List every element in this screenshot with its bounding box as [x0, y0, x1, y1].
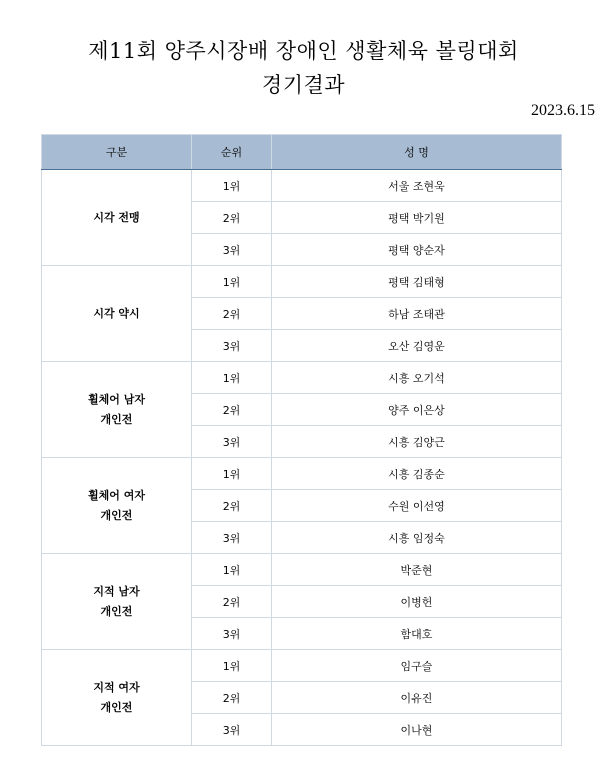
category-cell	[42, 266, 192, 362]
rank-cell: 3위	[192, 330, 272, 362]
rank-cell: 3위	[192, 714, 272, 746]
name-cell: 시흥 김종순	[272, 458, 562, 490]
document-title: 제11회 양주시장배 장애인 생활체육 볼링대회	[88, 39, 519, 63]
category-cell	[42, 650, 192, 746]
rank-cell: 3위	[192, 426, 272, 458]
name-cell: 박준현	[272, 554, 562, 586]
name-cell: 시흥 오기석	[272, 362, 562, 394]
column-header-rank: 순위	[192, 135, 272, 170]
rank-cell: 1위	[192, 650, 272, 682]
name-cell: 평택 박기원	[272, 202, 562, 234]
table-row	[42, 170, 562, 202]
name-cell: 서울 조현욱	[272, 170, 562, 202]
rank-cell: 2위	[192, 490, 272, 522]
document-date: 2023.6.15	[531, 102, 595, 119]
name-cell: 함대호	[272, 618, 562, 650]
rank-cell: 1위	[192, 362, 272, 394]
rank-cell: 3위	[192, 618, 272, 650]
column-header-name: 성 명	[272, 135, 562, 170]
document-subtitle: 경기결과	[261, 73, 346, 97]
name-cell: 하남 조태관	[272, 298, 562, 330]
category-label: 지적 여자	[93, 680, 140, 694]
name-cell: 평택 김태형	[272, 266, 562, 298]
name-cell: 시흥 임정숙	[272, 522, 562, 554]
category-cell	[42, 362, 192, 458]
rank-cell: 3위	[192, 234, 272, 266]
category-cell	[42, 458, 192, 554]
category-label: 휠체어 여자	[88, 488, 145, 502]
name-cell: 수원 이선영	[272, 490, 562, 522]
category-label: 시각 약시	[93, 306, 140, 320]
table-row	[42, 650, 562, 682]
table-row	[42, 554, 562, 586]
category-label: 개인전	[100, 604, 133, 618]
rank-cell: 1위	[192, 266, 272, 298]
column-header-category: 구분	[42, 135, 192, 170]
category-label: 개인전	[100, 700, 133, 714]
category-label: 시각 전맹	[93, 210, 140, 224]
name-cell: 평택 양순자	[272, 234, 562, 266]
rank-cell: 2위	[192, 202, 272, 234]
category-label: 지적 남자	[93, 584, 140, 598]
rank-cell: 2위	[192, 394, 272, 426]
results-table	[41, 134, 562, 746]
name-cell: 시흥 김양근	[272, 426, 562, 458]
rank-cell: 1위	[192, 170, 272, 202]
table-row	[42, 458, 562, 490]
rank-cell: 2위	[192, 298, 272, 330]
category-cell	[42, 170, 192, 266]
rank-cell: 3위	[192, 522, 272, 554]
rank-cell: 2위	[192, 586, 272, 618]
category-label: 개인전	[100, 508, 133, 522]
category-cell	[42, 554, 192, 650]
category-label: 휠체어 남자	[88, 392, 145, 406]
name-cell: 양주 이은상	[272, 394, 562, 426]
name-cell: 이나현	[272, 714, 562, 746]
name-cell: 이병헌	[272, 586, 562, 618]
table-row	[42, 362, 562, 394]
rank-cell: 1위	[192, 458, 272, 490]
name-cell: 이유진	[272, 682, 562, 714]
name-cell: 임구슬	[272, 650, 562, 682]
table-row	[42, 266, 562, 298]
name-cell: 오산 김영운	[272, 330, 562, 362]
table-header-row	[42, 135, 562, 170]
category-label: 개인전	[100, 412, 133, 426]
rank-cell: 2위	[192, 682, 272, 714]
rank-cell: 1위	[192, 554, 272, 586]
